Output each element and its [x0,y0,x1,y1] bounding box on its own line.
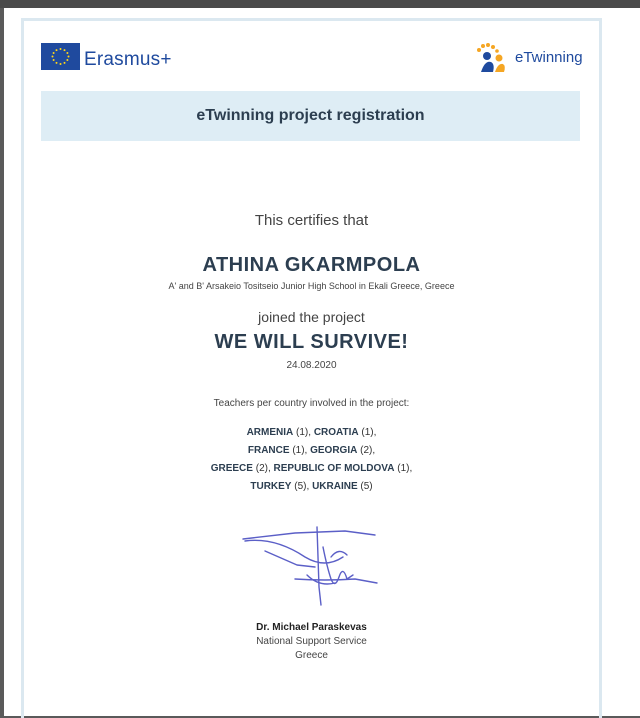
eu-flag-icon [41,43,80,70]
etwinning-logo-text: eTwinning [515,49,583,66]
country-count: (1) [361,427,374,438]
country-count: (5) [360,481,373,492]
title-banner [41,91,580,141]
joined-text: joined the project [258,309,365,325]
country-name: ARMENIA [246,427,294,438]
country-count: (2) [360,445,373,456]
country-count: (1) [296,427,309,438]
country-line: ARMENIA (1), CROATIA (1), [246,427,377,438]
signatory-country: Greece [295,650,328,661]
country-list [21,424,602,496]
signatory-role: National Support Service [256,636,367,647]
country-count: (1) [292,445,305,456]
country-count: (1) [397,463,410,474]
country-count: (2) [255,463,268,474]
registration-date: 24.08.2020 [286,360,337,371]
viewer-toolbar-edge [0,0,640,8]
etwinning-logo-icon [473,42,513,74]
school-name: A' and B' Arsakeio Tositseio Junior High School in Ekali Greece, Greece [168,281,455,291]
project-name: WE WILL SURVIVE! [214,331,409,353]
country-name: TURKEY [250,481,292,492]
country-line: FRANCE (1), GEORGIA (2), [247,445,376,456]
recipient-name: ATHINA GKARMPOLA [202,254,421,276]
erasmus-logo-text: Erasmus+ [84,49,172,70]
country-line: TURKEY (5), UKRAINE (5) [250,481,373,492]
country-name: REPUBLIC OF MOLDOVA [273,463,395,474]
certifies-text: This certifies that [254,212,369,229]
signature-image [235,517,385,609]
teachers-label: Teachers per country involved in the project: [213,398,410,409]
certificate-title: eTwinning project registration [196,107,425,124]
country-name: CROATIA [313,427,359,438]
country-name: GREECE [210,463,253,474]
signatory-name: Dr. Michael Paraskevas [256,622,367,633]
country-count: (5) [294,481,307,492]
country-line: GREECE (2), REPUBLIC OF MOLDOVA (1), [210,463,413,474]
country-name: UKRAINE [312,481,358,492]
country-name: GEORGIA [310,445,358,456]
country-name: FRANCE [247,445,290,456]
